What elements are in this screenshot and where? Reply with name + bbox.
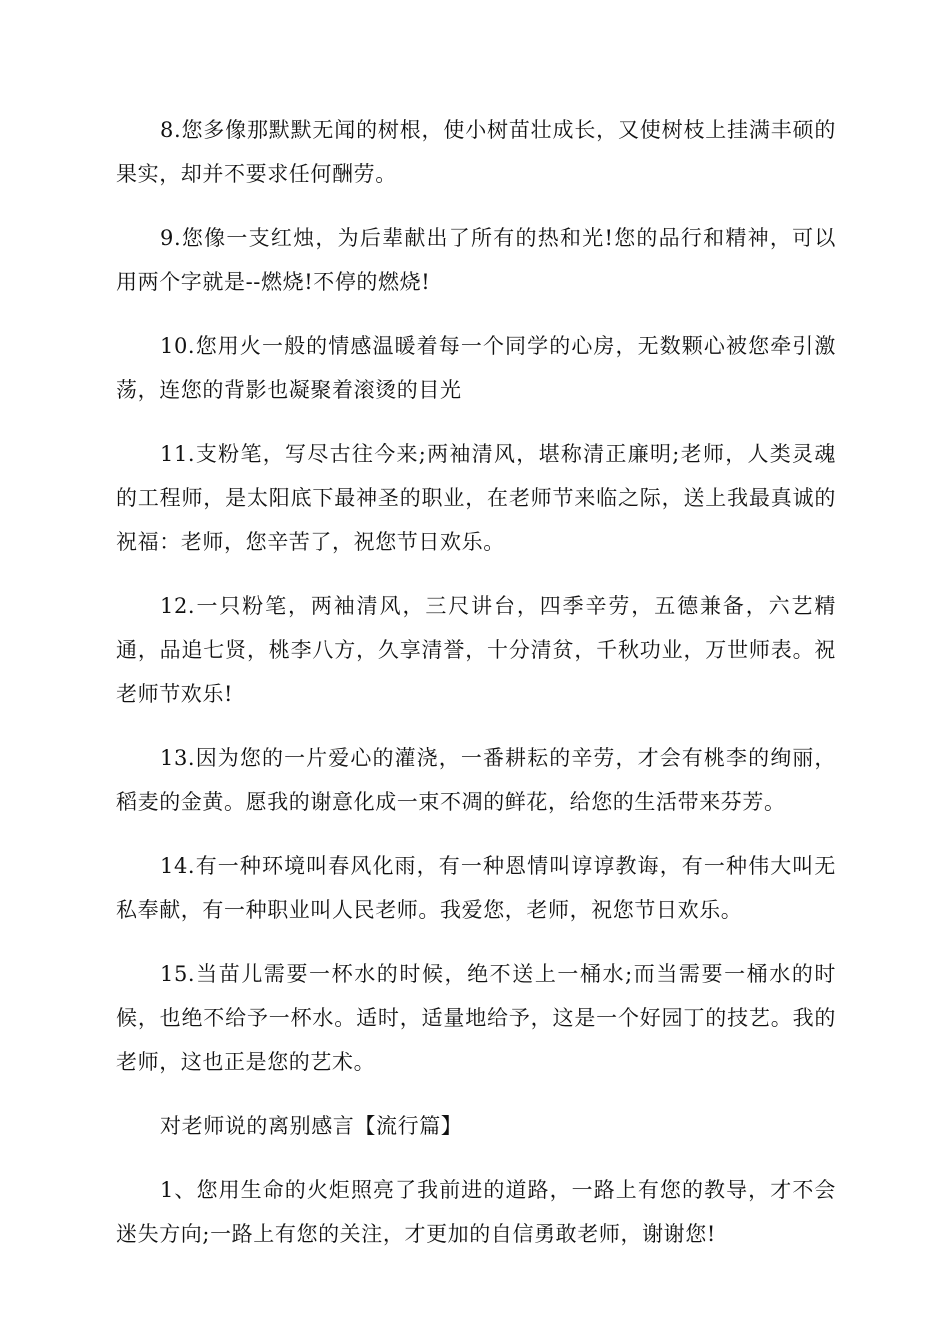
section-paragraph-1: 1、您用生命的火炬照亮了我前进的道路，一路上有您的教导，才不会迷失方向;一路上有您的关注，才更加的自信勇敢老师，谢谢您! — [116, 1178, 836, 1246]
paragraph-10: 10.您用火一般的情感温暖着每一个同学的心房，无数颗心被您牵引激荡，连您的背影也凝聚着滚烫的目光 — [116, 334, 836, 402]
document-body — [116, 108, 836, 1276]
paragraph-9: 9.您像一支红烛，为后辈献出了所有的热和光!您的品行和精神，可以用两个字就是--燃烧!不停的燃烧! — [116, 226, 836, 294]
paragraph-13: 13.因为您的一片爱心的灌浇，一番耕耘的辛劳，才会有桃李的绚丽，稻麦的金黄。愿我的谢意化成一束不凋的鲜花，给您的生活带来芬芳。 — [116, 746, 836, 814]
paragraph-15: 15.当苗儿需要一杯水的时候，绝不送上一桶水;而当需要一桶水的时候，也绝不给予一杯水。适时，适量地给予，这是一个好园丁的技艺。我的老师，这也正是您的艺术。 — [116, 962, 836, 1074]
paragraph-11: 11.支粉笔，写尽古往今来;两袖清风，堪称清正廉明;老师，人类灵魂的工程师，是太阳底下最神圣的职业，在老师节来临之际，送上我最真诚的祝福：老师，您辛苦了，祝您节日欢乐。 — [116, 442, 836, 554]
paragraph-8: 8.您多像那默默无闻的树根，使小树苗壮成长，又使树枝上挂满丰硕的果实，却并不要求任何酬劳。 — [116, 118, 836, 186]
section-heading: 对老师说的离别感言【流行篇】 — [160, 1114, 463, 1138]
paragraph-14: 14.有一种环境叫春风化雨，有一种恩情叫谆谆教诲，有一种伟大叫无私奉献，有一种职业叫人民老师。我爱您，老师，祝您节日欢乐。 — [116, 854, 836, 922]
paragraph-12: 12.一只粉笔，两袖清风，三尺讲台，四季辛劳，五德兼备，六艺精通，品追七贤，桃李八方，久享清誉，十分清贫，千秋功业，万世师表。祝老师节欢乐! — [116, 594, 836, 706]
